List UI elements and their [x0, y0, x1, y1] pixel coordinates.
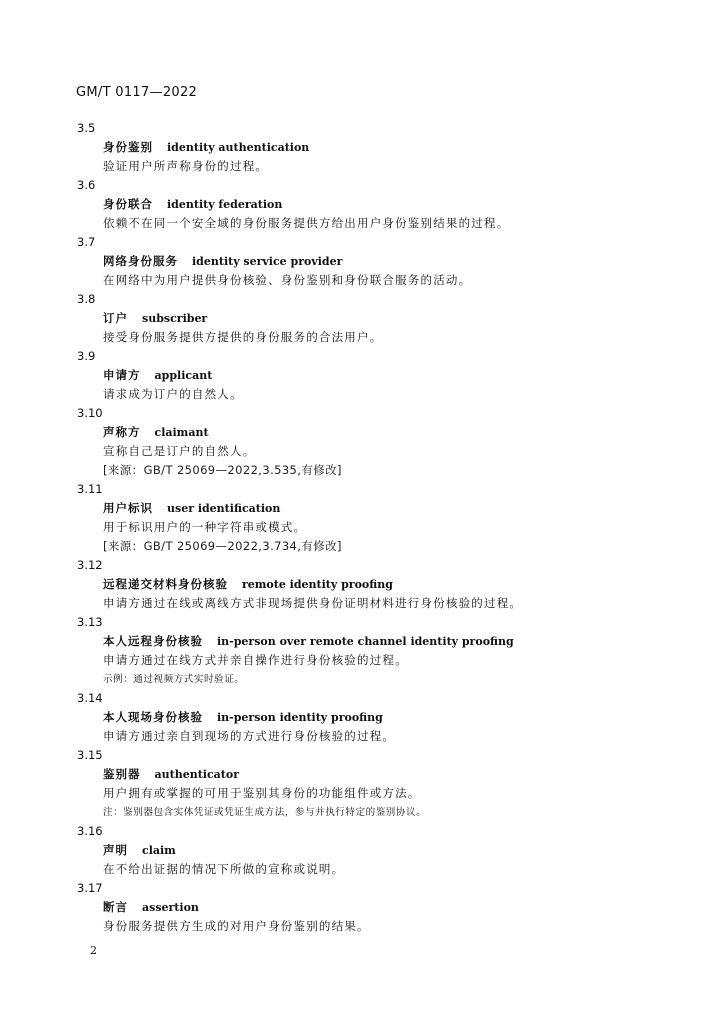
term-entry: [0, 233, 724, 290]
term-number: 3.9: [77, 349, 96, 363]
term-chinese-name: 身份联合: [103, 197, 153, 211]
term-chinese-name: 断言: [103, 900, 128, 914]
term-english-name: identity federation: [167, 198, 283, 211]
term-title: [0, 575, 724, 594]
term-entry: [0, 480, 724, 556]
term-definition: 在不给出证据的情况下所做的宣称或说明。: [103, 862, 345, 876]
term-entry: [0, 879, 724, 936]
term-entry: [0, 176, 724, 233]
term-title: [0, 423, 724, 442]
term-definition: 申请方通过在线方式并亲自操作进行身份核验的过程。: [103, 653, 408, 667]
term-entry: [0, 613, 724, 689]
term-definition: 请求成为订户的自然人。: [103, 387, 243, 401]
term-number: 3.13: [77, 615, 103, 629]
term-english-name: authenticator: [154, 768, 239, 781]
term-title: [0, 138, 724, 157]
term-chinese-name: 身份鉴别: [103, 140, 153, 154]
term-english-name: in-person identity proofing: [217, 711, 383, 724]
term-number: 3.5: [77, 121, 96, 135]
term-definition: 宣称自己是订户的自然人。: [103, 444, 256, 458]
term-title: [0, 632, 724, 651]
term-definition: 验证用户所声称身份的过程。: [103, 159, 269, 173]
term-definition: 依赖不在同一个安全域的身份服务提供方给出用户身份鉴别结果的过程。: [103, 216, 510, 230]
term-entry: [0, 404, 724, 480]
term-entry: [0, 822, 724, 879]
term-chinese-name: 本人现场身份核验: [103, 710, 203, 724]
term-title: [0, 708, 724, 727]
term-number: 3.6: [77, 178, 96, 192]
term-english-name: identity service provider: [192, 255, 343, 268]
term-title: [0, 309, 724, 328]
term-definition: 身份服务提供方生成的对用户身份鉴别的结果。: [103, 919, 370, 933]
term-definition: 接受身份服务提供方提供的身份服务的合法用户。: [103, 330, 383, 344]
term-english-name: subscriber: [142, 312, 208, 325]
term-source: [来源：GB/T 25069—2022,3.535,有修改]: [103, 463, 342, 477]
term-english-name: claimant: [154, 426, 209, 439]
term-entry: [0, 556, 724, 613]
term-number: 3.10: [77, 406, 103, 420]
term-english-name: remote identity proofing: [242, 578, 393, 591]
term-definition: 申请方通过亲自到现场的方式进行身份核验的过程。: [103, 729, 396, 743]
term-chinese-name: 网络身份服务: [103, 254, 178, 268]
term-title: [0, 765, 724, 784]
term-title: [0, 499, 724, 518]
term-chinese-name: 订户: [103, 311, 128, 325]
term-number: 3.8: [77, 292, 96, 306]
term-number: 3.16: [77, 824, 103, 838]
term-number: 3.15: [77, 748, 103, 762]
term-note: 注：鉴别器包含实体凭证或凭证生成方法，参与并执行特定的鉴别协议。: [103, 807, 427, 818]
term-definition: 申请方通过在线或离线方式非现场提供身份证明材料进行身份核验的过程。: [103, 596, 523, 610]
term-english-name: in-person over remote channel identity proofing: [217, 635, 514, 648]
standard-code-header: GM/T 0117—2022: [76, 85, 198, 100]
term-title: [0, 366, 724, 385]
term-entry: [0, 746, 724, 822]
term-english-name: applicant: [154, 369, 213, 382]
term-title: [0, 898, 724, 917]
term-entry: [0, 689, 724, 746]
term-number: 3.12: [77, 558, 103, 572]
term-title: [0, 195, 724, 214]
term-chinese-name: 本人远程身份核验: [103, 634, 203, 648]
terms-section: [0, 119, 724, 936]
term-chinese-name: 用户标识: [103, 501, 153, 515]
term-english-name: claim: [142, 844, 176, 857]
term-chinese-name: 远程递交材料身份核验: [103, 577, 228, 591]
term-number: 3.11: [77, 482, 103, 496]
term-english-name: user identification: [167, 502, 281, 515]
term-chinese-name: 申请方: [103, 368, 141, 382]
term-number: 3.7: [77, 235, 96, 249]
term-chinese-name: 声明: [103, 843, 128, 857]
term-entry: [0, 119, 724, 176]
term-entry: [0, 290, 724, 347]
term-definition: 用户拥有或掌握的可用于鉴别其身份的功能组件或方法。: [103, 786, 421, 800]
term-definition: 用于标识用户的一种字符串或模式。: [103, 520, 307, 534]
term-chinese-name: 鉴别器: [103, 767, 141, 781]
term-chinese-name: 声称方: [103, 425, 141, 439]
term-number: 3.17: [77, 881, 103, 895]
term-number: 3.14: [77, 691, 103, 705]
term-title: [0, 252, 724, 271]
term-entry: [0, 347, 724, 404]
page-number: 2: [90, 944, 97, 957]
term-title: [0, 841, 724, 860]
term-source: [来源：GB/T 25069—2022,3.734,有修改]: [103, 539, 342, 553]
term-definition: 在网络中为用户提供身份核验、身份鉴别和身份联合服务的活动。: [103, 273, 472, 287]
term-english-name: assertion: [142, 901, 199, 914]
term-note: 示例：通过视频方式实时验证。: [103, 674, 245, 685]
term-english-name: identity authentication: [167, 141, 310, 154]
